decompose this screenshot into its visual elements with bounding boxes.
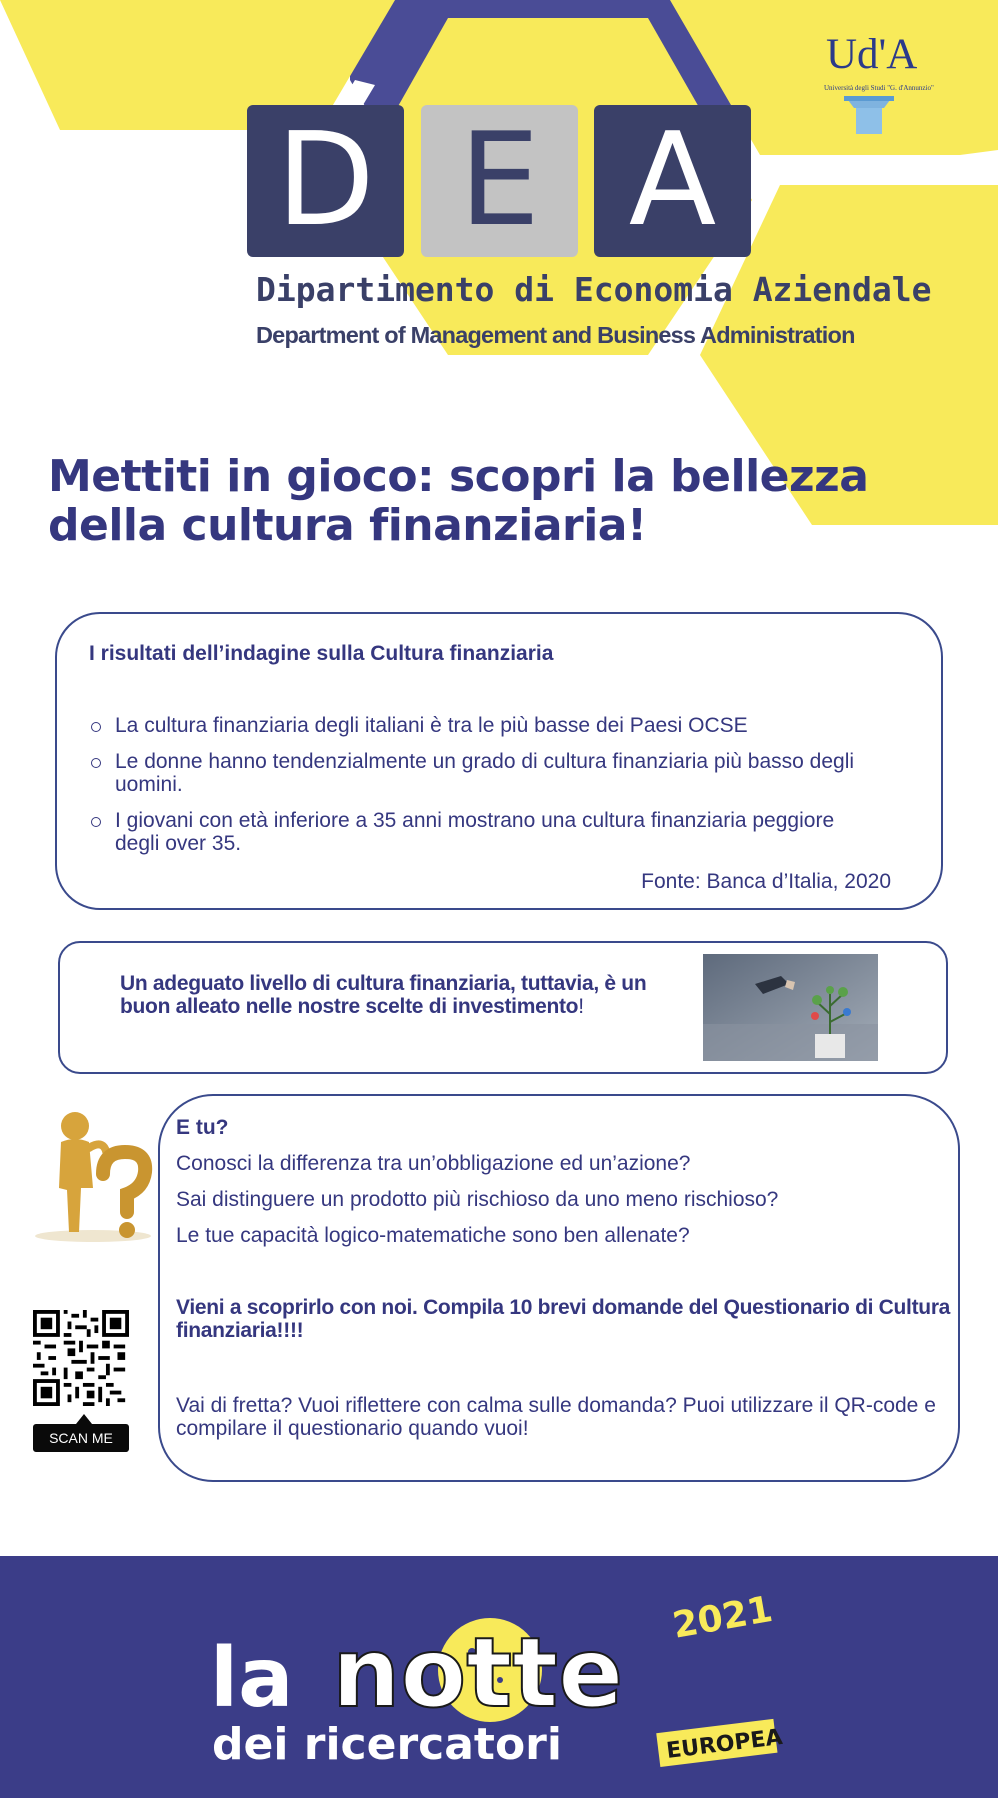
investment-note-text xyxy=(120,972,680,1018)
survey-results-list xyxy=(89,714,879,868)
university-emblem-icon xyxy=(844,96,894,134)
investment-note-bold: Un adeguato livello di cultura finanziaria, tuttavia, è un buon alleato nelle nostre scelte di investimento xyxy=(120,972,647,1018)
quiz-card xyxy=(158,1094,960,1482)
event-word-ricercatori: dei ricercatori xyxy=(212,1719,562,1770)
scan-me-label: SCAN ME xyxy=(33,1424,129,1452)
university-logo-caption: Università degli Studi "G. d'Annunzio" xyxy=(824,84,934,92)
event-badge: EUROPEA xyxy=(665,1724,784,1764)
university-logo-mark: Ud'A xyxy=(826,31,918,78)
quiz-call-to-action: Vieni a scoprirlo con noi. Compila 10 brevi domande del Questionario di Cultura finanziaria!!!! xyxy=(176,1296,951,1342)
survey-source: Fonte: Banca d’Italia, 2020 xyxy=(641,870,891,893)
investment-plant-image xyxy=(703,954,878,1061)
question-mark-figure-image xyxy=(33,1108,153,1242)
scan-me-pointer xyxy=(76,1414,92,1424)
list-item: La cultura finanziaria degli italiani è tra le più basse dei Paesi OCSE xyxy=(89,714,879,737)
list-item: I giovani con età inferiore a 35 anni mostrano una cultura finanziaria peggiore degli over 35. xyxy=(89,809,879,855)
list-item: Sai distinguere un prodotto più rischioso da uno meno rischioso? xyxy=(176,1188,779,1211)
survey-results-title: I risultati dell’indagine sulla Cultura finanziaria xyxy=(89,642,554,665)
quiz-note: Vai di fretta? Vuoi riflettere con calma sulle domanda? Puoi utilizzare il QR-code e compilare il questionario quando vuoi! xyxy=(176,1394,936,1440)
page-title: Mettiti in gioco: scopri la bellezza della cultura finanziaria! xyxy=(48,451,869,551)
event-logo xyxy=(0,1556,998,1798)
investment-note-card xyxy=(58,941,948,1074)
logo-letter-e: E xyxy=(421,105,578,257)
logo-letter-a: A xyxy=(594,105,751,257)
list-item: Le tue capacità logico-matematiche sono ben allenate? xyxy=(176,1224,690,1247)
logo-letter-d: D xyxy=(247,105,404,257)
quiz-title: E tu? xyxy=(176,1116,229,1139)
quiz-questions xyxy=(176,1152,778,1260)
list-item: Conosci la differenza tra un’obbligazione ed un’azione? xyxy=(176,1152,691,1175)
event-word-la: la xyxy=(210,1631,294,1726)
survey-results-card xyxy=(55,612,943,910)
list-item: Le donne hanno tendenzialmente un grado di cultura finanziaria più basso degli uomini. xyxy=(89,750,879,796)
qr-code-image[interactable] xyxy=(33,1310,129,1406)
investment-note-tail: ! xyxy=(578,995,584,1018)
department-name-italian: Dipartimento di Economia Aziendale xyxy=(256,270,932,309)
event-word-notte: notte xyxy=(332,1617,624,1729)
university-logo xyxy=(822,30,934,134)
event-footer xyxy=(0,1556,998,1798)
department-name-english: Department of Management and Business Administration xyxy=(256,322,855,348)
event-year: 2021 xyxy=(669,1588,776,1647)
